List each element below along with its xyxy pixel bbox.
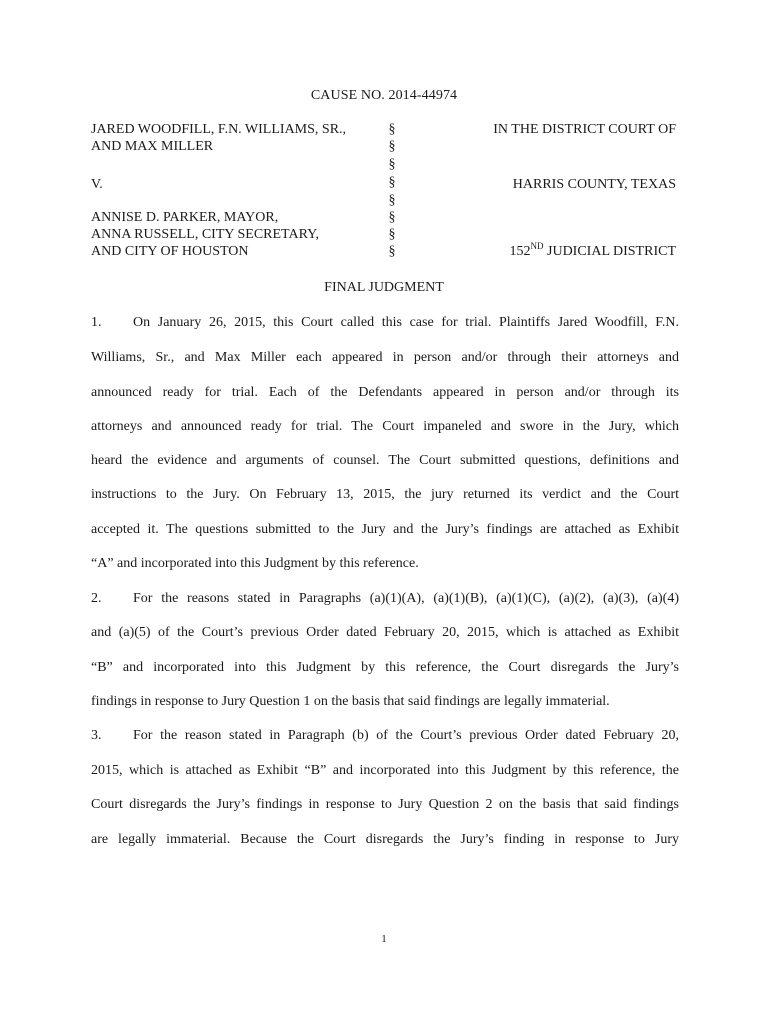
caption-court: IN THE DISTRICT COURT OF bbox=[493, 122, 676, 137]
section-symbol: § bbox=[388, 175, 396, 190]
paragraph-2-line-1 bbox=[91, 590, 679, 607]
paragraph-1-line-2: Williams, Sr., and Max Miller each appeared in person and/or through their attorneys and bbox=[91, 350, 679, 365]
section-symbol: § bbox=[388, 227, 396, 242]
paragraph-1-line-1 bbox=[91, 314, 679, 331]
paragraph-3-line-3: Court disregards the Jury’s findings in response to Jury Question 2 on the basis that said findings bbox=[91, 797, 679, 812]
section-symbol: § bbox=[388, 210, 396, 225]
paragraph-2-line-3: “B” and incorporated into this Judgment by this reference, the Court disregards the Jury’s bbox=[91, 660, 679, 675]
paragraph-3-line-1 bbox=[91, 727, 679, 744]
paragraph-1-line-6: instructions to the Jury. On February 13, 2015, the jury returned its verdict and the Court bbox=[91, 487, 679, 502]
paragraph-1-line-7: accepted it. The questions submitted to the Jury and the Jury’s findings are attached as Exhibit bbox=[91, 522, 679, 537]
section-symbol: § bbox=[388, 157, 396, 172]
caption-defendants-line-2: ANNA RUSSELL, CITY SECRETARY, bbox=[91, 227, 319, 242]
caption-county: HARRIS COUNTY, TEXAS bbox=[512, 177, 676, 192]
paragraph-1-line-8: “A” and incorporated into this Judgment by this reference. bbox=[91, 556, 419, 571]
caption-plaintiffs-line-1: JARED WOODFILL, F.N. WILLIAMS, SR., bbox=[91, 122, 347, 137]
paragraph-2-line-4: findings in response to Jury Question 1 on the basis that said findings are legally immaterial. bbox=[91, 694, 610, 709]
caption-defendants-line-1: ANNISE D. PARKER, MAYOR, bbox=[91, 210, 279, 225]
caption-defendants-line-3: AND CITY OF HOUSTON bbox=[91, 244, 249, 259]
paragraph-3-line-4: are legally immaterial. Because the Court disregards the Jury’s finding in response to Jury bbox=[91, 832, 679, 847]
paragraph-text: On January 26, 2015, this Court called this case for trial. Plaintiffs Jared Woodfill, F.N. bbox=[133, 315, 679, 330]
page-number: 1 bbox=[381, 933, 387, 945]
district-text: JUDICIAL DISTRICT bbox=[543, 244, 676, 259]
paragraph-1-line-3: announced ready for trial. Each of the Defendants appeared in person and/or through its bbox=[91, 385, 679, 400]
section-symbol: § bbox=[388, 139, 396, 154]
paragraph-text: For the reasons stated in Paragraphs (a)(1)(A), (a)(1)(B), (a)(1)(C), (a)(2), (a)(3), (a)(4) bbox=[133, 591, 679, 606]
paragraph-2-line-2: and (a)(5) of the Court’s previous Order dated February 20, 2015, which is attached as Exhibit bbox=[91, 625, 679, 640]
paragraph-number: 1. bbox=[91, 315, 102, 330]
paragraph-1-line-4: attorneys and announced ready for trial. The Court impaneled and swore in the Jury, which bbox=[91, 419, 679, 434]
section-symbol: § bbox=[388, 193, 396, 208]
paragraph-number: 2. bbox=[91, 591, 102, 606]
section-symbol: § bbox=[388, 122, 396, 137]
paragraph-number: 3. bbox=[91, 728, 102, 743]
document-title: FINAL JUDGMENT bbox=[324, 280, 444, 295]
district-number: 152 bbox=[509, 244, 531, 259]
district-suffix: ND bbox=[530, 241, 544, 251]
cause-number: CAUSE NO. 2014-44974 bbox=[310, 88, 458, 103]
caption-plaintiffs-line-2: AND MAX MILLER bbox=[91, 139, 214, 154]
paragraph-text: For the reason stated in Paragraph (b) of the Court’s previous Order dated February 20, bbox=[133, 728, 679, 743]
caption-versus: V. bbox=[91, 177, 103, 192]
section-symbol: § bbox=[388, 244, 396, 259]
caption-judicial-district bbox=[510, 243, 676, 260]
paragraph-3-line-2: 2015, which is attached as Exhibit “B” and incorporated into this Judgment by this reference, the bbox=[91, 763, 679, 778]
paragraph-1-line-5: heard the evidence and arguments of counsel. The Court submitted questions, definitions and bbox=[91, 453, 679, 468]
